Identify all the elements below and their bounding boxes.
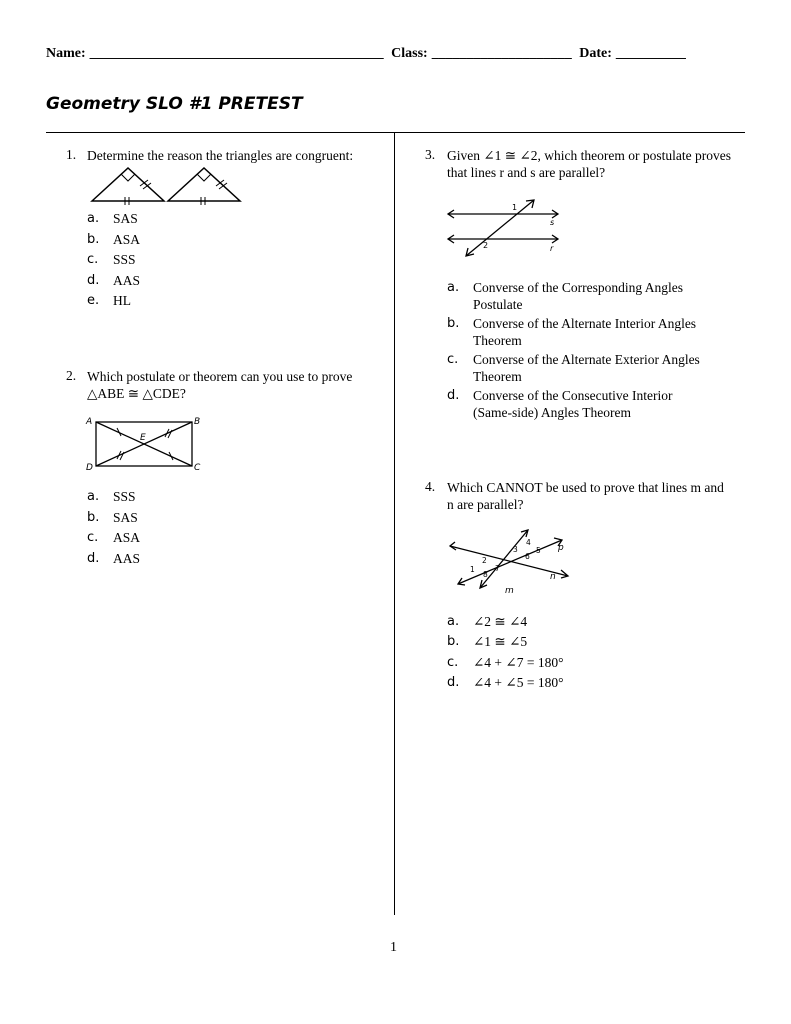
question-2-number: 2. [66, 368, 77, 383]
question-1-option-a[interactable]: a. SAS [87, 211, 138, 226]
question-4-transversals-figure [444, 526, 576, 596]
angle-2-label: 2 [483, 241, 489, 250]
triangle-left [92, 168, 164, 201]
question-2-option-b[interactable]: b. SAS [87, 510, 138, 525]
question-4-option-c[interactable]: c. ∠4 + ∠7 = 180° [447, 655, 564, 670]
label-d: D [86, 463, 93, 473]
column-divider [394, 132, 395, 915]
question-1-option-c[interactable]: c. SSS [87, 252, 136, 267]
question-4-text-line2: n are parallel? [447, 497, 524, 512]
question-4-option-a[interactable]: a. ∠2 ≅ ∠4 [447, 614, 528, 629]
class-label: Class: [391, 46, 428, 61]
class-field[interactable]: ____________________ [431, 46, 572, 61]
angle-5-label: 5 [536, 546, 541, 555]
question-3-option-a[interactable]: a. Converse of the Corresponding Angles Postulate [447, 280, 683, 312]
name-field[interactable]: __________________________________________ [89, 46, 384, 61]
question-3-number: 3. [425, 147, 436, 162]
triangle-right [168, 168, 240, 201]
question-3-text-line1: Given ∠1 ≅ ∠2, which theorem or postulate proves [447, 148, 732, 163]
angle-1-label: 1 [470, 565, 475, 574]
question-4-option-b[interactable]: b. ∠1 ≅ ∠5 [447, 634, 528, 649]
question-3-option-d[interactable]: d. Converse of the Consecutive Interior (Same-side) Angles Theorem [447, 388, 673, 420]
line-n-label: n [550, 572, 556, 582]
page-title: Geometry SLO #1 PRETEST [46, 94, 303, 114]
question-2-rectangle-figure [84, 412, 204, 474]
student-info-header [46, 46, 690, 62]
horizontal-divider [46, 132, 745, 133]
question-3-parallel-lines-figure [444, 198, 570, 260]
question-3-text-line2: that lines r and s are parallel? [447, 165, 606, 180]
question-1-option-d[interactable]: d. AAS [87, 273, 141, 288]
question-1-option-e[interactable]: e. HL [87, 293, 131, 308]
angle-8-label: 8 [483, 570, 488, 579]
question-2-option-d[interactable]: d. AAS [87, 551, 141, 566]
question-1-text: Determine the reason the triangles are congruent: [87, 148, 354, 163]
label-b: B [194, 417, 201, 427]
line-r-label: r [550, 244, 554, 253]
question-2-text-line1: Which postulate or theorem can you use to prove [87, 369, 353, 384]
label-c: C [194, 463, 201, 473]
question-2-text-line2: △ABE ≅ △CDE? [87, 386, 186, 401]
line-p-label: p [558, 543, 564, 553]
label-a: A [86, 417, 93, 427]
angle-7-label: 7 [495, 564, 500, 573]
question-1-option-b[interactable]: b. ASA [87, 232, 141, 247]
question-4-number: 4. [425, 479, 436, 494]
question-2-option-a[interactable]: a. SSS [87, 489, 136, 504]
question-2-option-c[interactable]: c. ASA [87, 530, 141, 545]
question-4-text-line1: Which CANNOT be used to prove that lines m and [447, 480, 724, 495]
label-e: E [140, 433, 146, 443]
question-4-option-d[interactable]: d. ∠4 + ∠5 = 180° [447, 675, 564, 690]
question-1-triangles-figure [88, 164, 244, 210]
date-field[interactable]: __________ [615, 46, 686, 61]
name-label: Name: [46, 46, 86, 61]
angle-1-label: 1 [512, 203, 518, 212]
angle-3-label: 3 [513, 545, 518, 554]
angle-2-label: 2 [482, 556, 487, 565]
question-1-number: 1. [66, 147, 77, 162]
date-label: Date: [579, 46, 612, 61]
line-m-label: m [505, 586, 514, 596]
question-3-option-b[interactable]: b. Converse of the Alternate Interior Angles Theorem [447, 316, 697, 348]
question-3-option-c[interactable]: c. Converse of the Alternate Exterior Angles Theorem [447, 352, 700, 384]
angle-6-label: 6 [525, 552, 530, 561]
line-s-label: s [550, 218, 555, 227]
angle-4-label: 4 [526, 538, 531, 547]
page-number: 1 [390, 940, 397, 955]
